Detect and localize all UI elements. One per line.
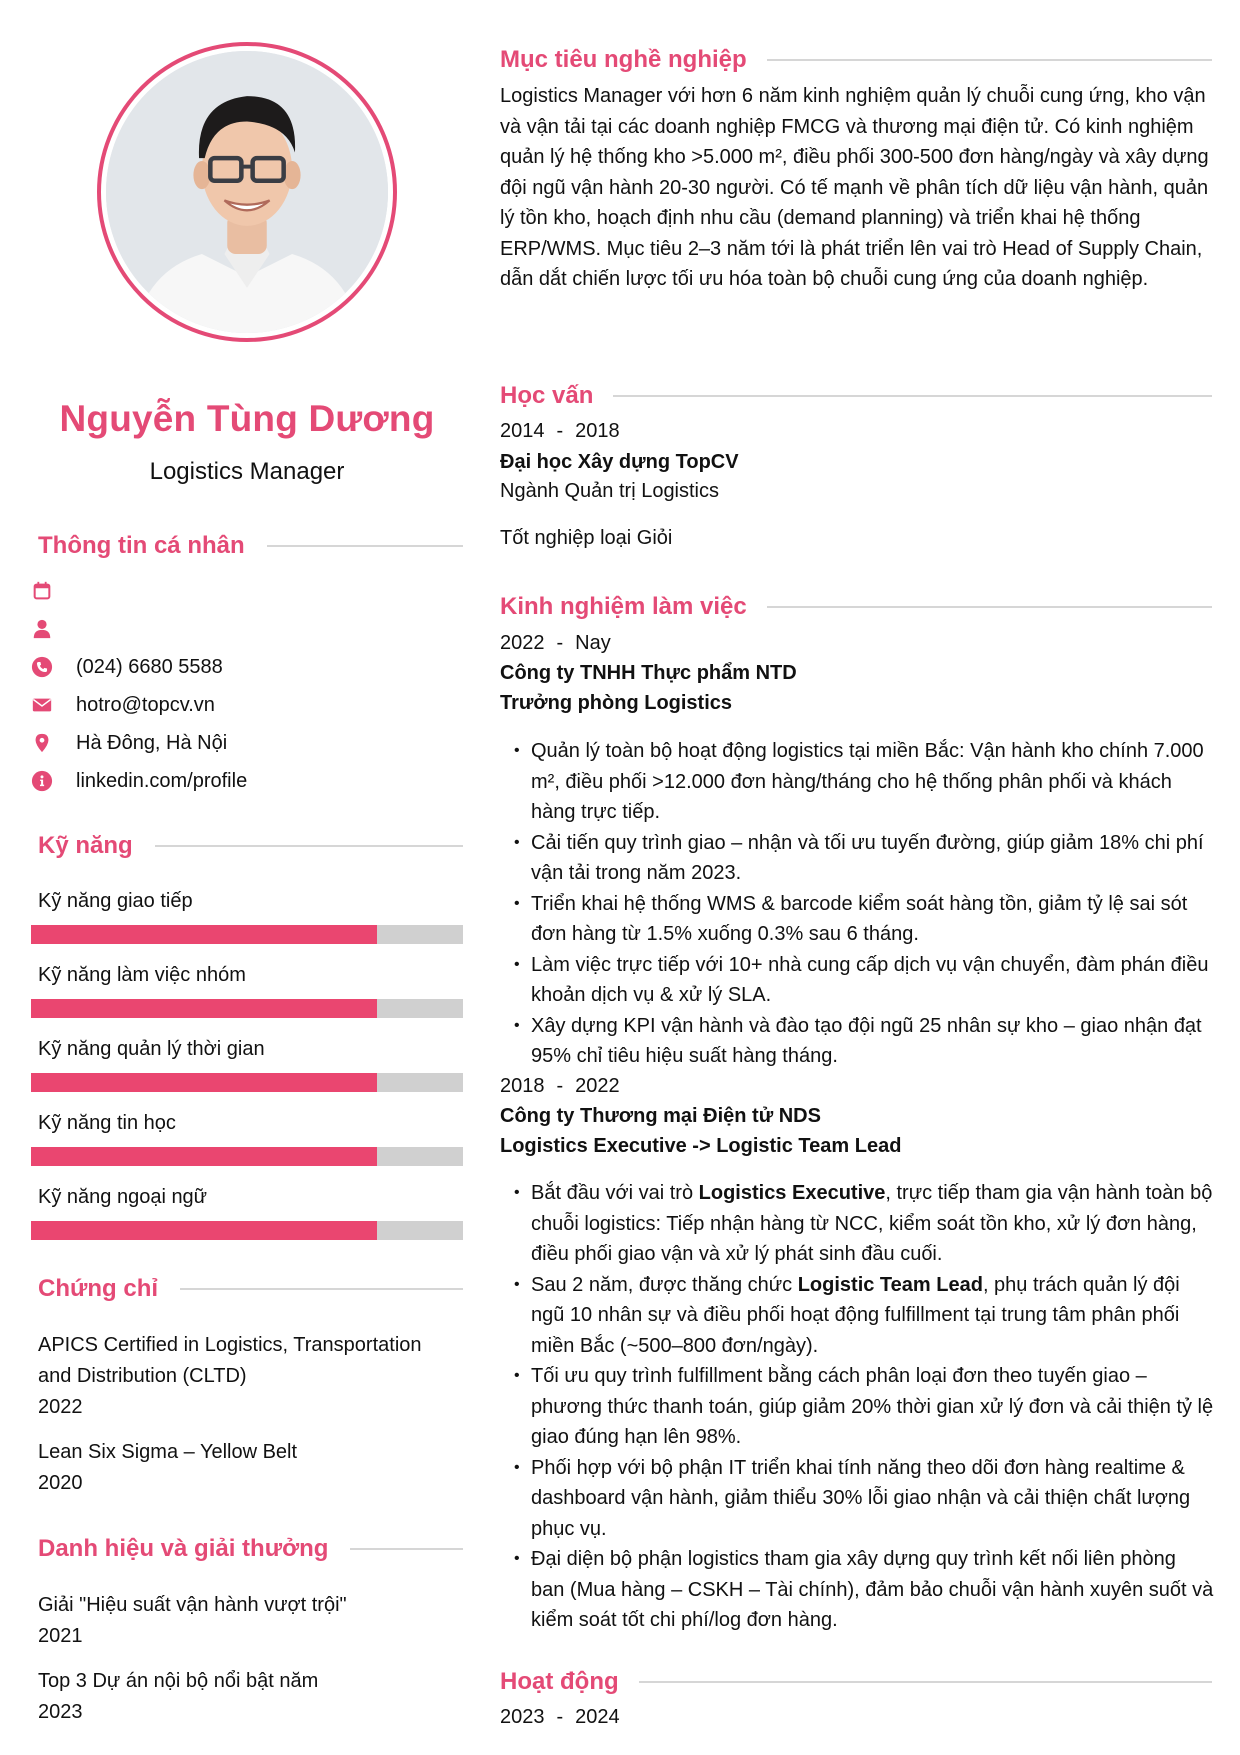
skill-bar-track	[31, 1221, 463, 1240]
skill-bar-fill	[31, 1073, 377, 1092]
contact-gender	[30, 610, 460, 648]
experience-bullet: • Xây dựng KPI vận hành và đào tạo đội ngũ 25 nhân sự kho – giao nhận đạt 95% chỉ tiêu hiệu suất hàng tháng.	[514, 1011, 1214, 1072]
certificate-year: 2020	[38, 1472, 83, 1494]
experience-bullet: • Quản lý toàn bộ hoạt động logistics tại miền Bắc: Vận hành kho chính 7.000 m², điều phối >12.000 đơn hàng/tháng cho hệ thống phân phối và khách hàng trực tiếp.	[514, 736, 1214, 828]
section-header-education	[500, 382, 1212, 410]
calendar-icon	[30, 579, 54, 603]
experience-bullets	[514, 736, 1214, 1072]
skill-label: Kỹ năng giao tiếp	[38, 890, 193, 912]
section-divider	[767, 59, 1212, 61]
certificate-item	[38, 1437, 458, 1499]
skill-bar-fill	[31, 925, 377, 944]
avatar-photo-icon	[106, 51, 388, 333]
experience-company: Công ty Thương mại Điện tử NDS	[500, 1105, 821, 1127]
education-period	[500, 420, 620, 443]
period-separator: -	[556, 632, 564, 654]
certificate-item	[38, 1330, 458, 1423]
section-header-awards	[38, 1535, 463, 1563]
period-start: 2014	[500, 420, 545, 442]
section-divider	[613, 395, 1212, 397]
section-divider	[267, 545, 463, 547]
certificate-year: 2022	[38, 1396, 83, 1418]
experience-bullet: • Tối ưu quy trình fulfillment bằng cách phân loại đơn theo tuyến giao – phương thức thanh toán, giúp giảm 20% thời gian xử lý đơn và cải thiện tỷ lệ giao đúng hạn lên 98%.	[514, 1361, 1214, 1453]
award-name: Giải "Hiệu suất vận hành vượt trội"	[38, 1594, 347, 1616]
period-end: 2022	[575, 1075, 620, 1097]
email-icon	[30, 693, 54, 717]
skill-bar-fill	[31, 1147, 377, 1166]
user-icon	[30, 617, 54, 641]
period-start: 2023	[500, 1706, 545, 1728]
award-item	[38, 1666, 458, 1728]
skill-bar-track	[31, 1073, 463, 1092]
period-separator: -	[556, 1075, 564, 1097]
skill-label: Kỹ năng ngoại ngữ	[38, 1186, 208, 1208]
section-title: Thông tin cá nhân	[38, 532, 245, 559]
skills-list	[31, 890, 463, 1260]
section-divider	[350, 1548, 463, 1550]
skill-label: Kỹ năng làm việc nhóm	[38, 964, 246, 986]
bullet-emphasis: Logistics Executive	[698, 1182, 886, 1204]
skill-item	[31, 1112, 463, 1186]
experience-bullet: • Phối hợp với bộ phận IT triển khai tính năng theo dõi đơn hàng realtime & dashboard vận hành, giảm thiểu 30% lỗi giao nhận và cải thiện chất lượng phục vụ.	[514, 1453, 1214, 1545]
contact-value[interactable]: linkedin.com/profile	[76, 769, 248, 792]
section-header-personal-info	[38, 532, 463, 560]
contact-address	[30, 724, 460, 762]
section-title: Chứng chỉ	[38, 1275, 159, 1302]
education-school: Đại học Xây dựng TopCV	[500, 451, 739, 473]
info-icon	[30, 769, 54, 793]
section-header-experience	[500, 593, 1212, 621]
phone-icon	[30, 655, 54, 679]
objective-text: Logistics Manager với hơn 6 năm kinh nghiệm quản lý chuỗi cung ứng, kho vận và vận tải tại các doanh nghiệp FMCG và thương mại điện tử. Có kinh nghiệm quản lý hệ thống kho >5.000 m², điều phối 300-500 đơn hàng/ngày và xây dựng đội ngũ vận hành 20-30 người. Có tế mạnh về phân tích dữ liệu vận hành, quản lý tồn kho, hoạch định nhu cầu (demand planning) và triển khai hệ thống ERP/WMS. Mục tiêu 2–3 năm tới là phát triển lên vai trò Head of Supply Chain, dẫn dắt chiến lược tối ưu hóa toàn bộ chuỗi cung ứng của doanh nghiệp.	[500, 85, 1209, 290]
activity-period	[500, 1706, 620, 1729]
period-start: 2018	[500, 1075, 545, 1097]
contact-email	[30, 686, 460, 724]
left-column	[0, 0, 470, 1755]
experience-period	[500, 632, 611, 655]
skill-bar-track	[31, 1147, 463, 1166]
section-title: Học vấn	[500, 382, 594, 409]
period-separator: -	[556, 1706, 564, 1728]
contact-value: hotro@topcv.vn	[76, 693, 215, 716]
contact-value: Hà Đông, Hà Nội	[76, 731, 228, 754]
skill-bar-fill	[31, 999, 377, 1018]
skill-item	[31, 1038, 463, 1112]
award-year: 2021	[38, 1625, 83, 1647]
award-list	[38, 1590, 458, 1742]
period-start: 2022	[500, 632, 545, 654]
experience-bullet: • Triển khai hệ thống WMS & barcode kiểm soát hàng tồn, giảm tỷ lệ sai sót đơn hàng từ 1.5% xuống 0.3% sau 6 tháng.	[514, 889, 1214, 950]
bullet-emphasis: Logistic Team Lead	[797, 1273, 983, 1296]
contact-value: (024) 6680 5588	[76, 655, 223, 678]
contact-website	[30, 762, 460, 800]
experience-period	[500, 1075, 620, 1098]
experience-bullet: • Làm việc trực tiếp với 10+ nhà cung cấp dịch vụ vận chuyển, đàm phán điều khoản dịch vụ & xử lý SLA.	[514, 950, 1214, 1011]
award-item	[38, 1590, 458, 1652]
certificate-name: Lean Six Sigma – Yellow Belt	[38, 1441, 298, 1463]
award-year: 2023	[38, 1701, 83, 1723]
section-header-objective	[500, 46, 1212, 74]
experience-bullet: • Bắt đầu với vai trò Logistics Executive, trực tiếp tham gia vận hành toàn bộ chuỗi logistics: Tiếp nhận hàng từ NCC, kiểm soát tồn kho, xử lý đơn hàng, điều phối giao vận và xử lý phát sinh đầu cuối.	[514, 1178, 1214, 1270]
contact-list	[30, 572, 460, 800]
period-separator: -	[556, 420, 564, 442]
experience-bullet: • Đại diện bộ phận logistics tham gia xây dựng quy trình kết nối liên phòng ban (Mua hàng – CSKH – Tài chính), đảm bảo chuỗi vận hành xuyên suốt và kiểm soát tốt chi phí/log đơn hàng.	[514, 1544, 1214, 1636]
candidate-title: Logistics Manager	[149, 458, 345, 485]
skill-bar-track	[31, 999, 463, 1018]
education-note: Tốt nghiệp loại Giỏi	[500, 527, 673, 549]
certificate-name: APICS Certified in Logistics, Transportation and Distribution (CLTD)	[38, 1334, 422, 1387]
section-divider	[155, 845, 463, 847]
experience-bullet: • Sau 2 năm, được thăng chức Logistic Team Lead, phụ trách quản lý đội ngũ 10 nhân sự và điều phối hoạt động fulfillment tại trung tâm phân phối miền Bắc (~500–800 đơn/ngày).	[514, 1270, 1214, 1362]
location-icon	[30, 731, 54, 755]
right-column	[500, 0, 1212, 1755]
skill-label: Kỹ năng quản lý thời gian	[38, 1038, 265, 1060]
skill-item	[31, 964, 463, 1038]
experience-bullet: • Cải tiến quy trình giao – nhận và tối ưu tuyến đường, giúp giảm 18% chi phí vận tải trong năm 2023.	[514, 828, 1214, 889]
avatar	[106, 51, 388, 333]
section-title: Hoạt động	[500, 1668, 619, 1695]
section-title: Kỹ năng	[38, 832, 133, 859]
section-divider	[767, 606, 1212, 608]
experience-role: Trưởng phòng Logistics	[500, 692, 733, 714]
contact-birthday	[30, 572, 460, 610]
section-divider	[180, 1288, 463, 1290]
period-end: Nay	[575, 632, 611, 654]
award-name: Top 3 Dự án nội bộ nổi bật năm	[38, 1670, 319, 1692]
skill-item	[31, 1186, 463, 1260]
section-header-activities	[500, 1668, 1212, 1696]
certificate-list	[38, 1330, 458, 1513]
section-title: Danh hiệu và giải thưởng	[38, 1535, 329, 1562]
candidate-name: Nguyễn Tùng Dương	[59, 398, 435, 439]
section-title: Kinh nghiệm làm việc	[500, 593, 747, 620]
section-divider	[639, 1681, 1212, 1683]
avatar-frame	[97, 42, 397, 342]
section-title: Mục tiêu nghề nghiệp	[500, 46, 747, 73]
period-end: 2018	[575, 420, 620, 442]
experience-role: Logistics Executive -> Logistic Team Lead	[500, 1135, 902, 1157]
section-header-skills	[38, 832, 463, 860]
skill-bar-track	[31, 925, 463, 944]
section-header-certificates	[38, 1275, 463, 1303]
skill-label: Kỹ năng tin học	[38, 1112, 176, 1134]
education-major: Ngành Quản trị Logistics	[500, 480, 720, 502]
experience-bullets	[514, 1178, 1214, 1636]
contact-phone	[30, 648, 460, 686]
experience-company: Công ty TNHH Thực phẩm NTD	[500, 662, 797, 684]
period-end: 2024	[575, 1706, 620, 1728]
skill-bar-fill	[31, 1221, 377, 1240]
skill-item	[31, 890, 463, 964]
